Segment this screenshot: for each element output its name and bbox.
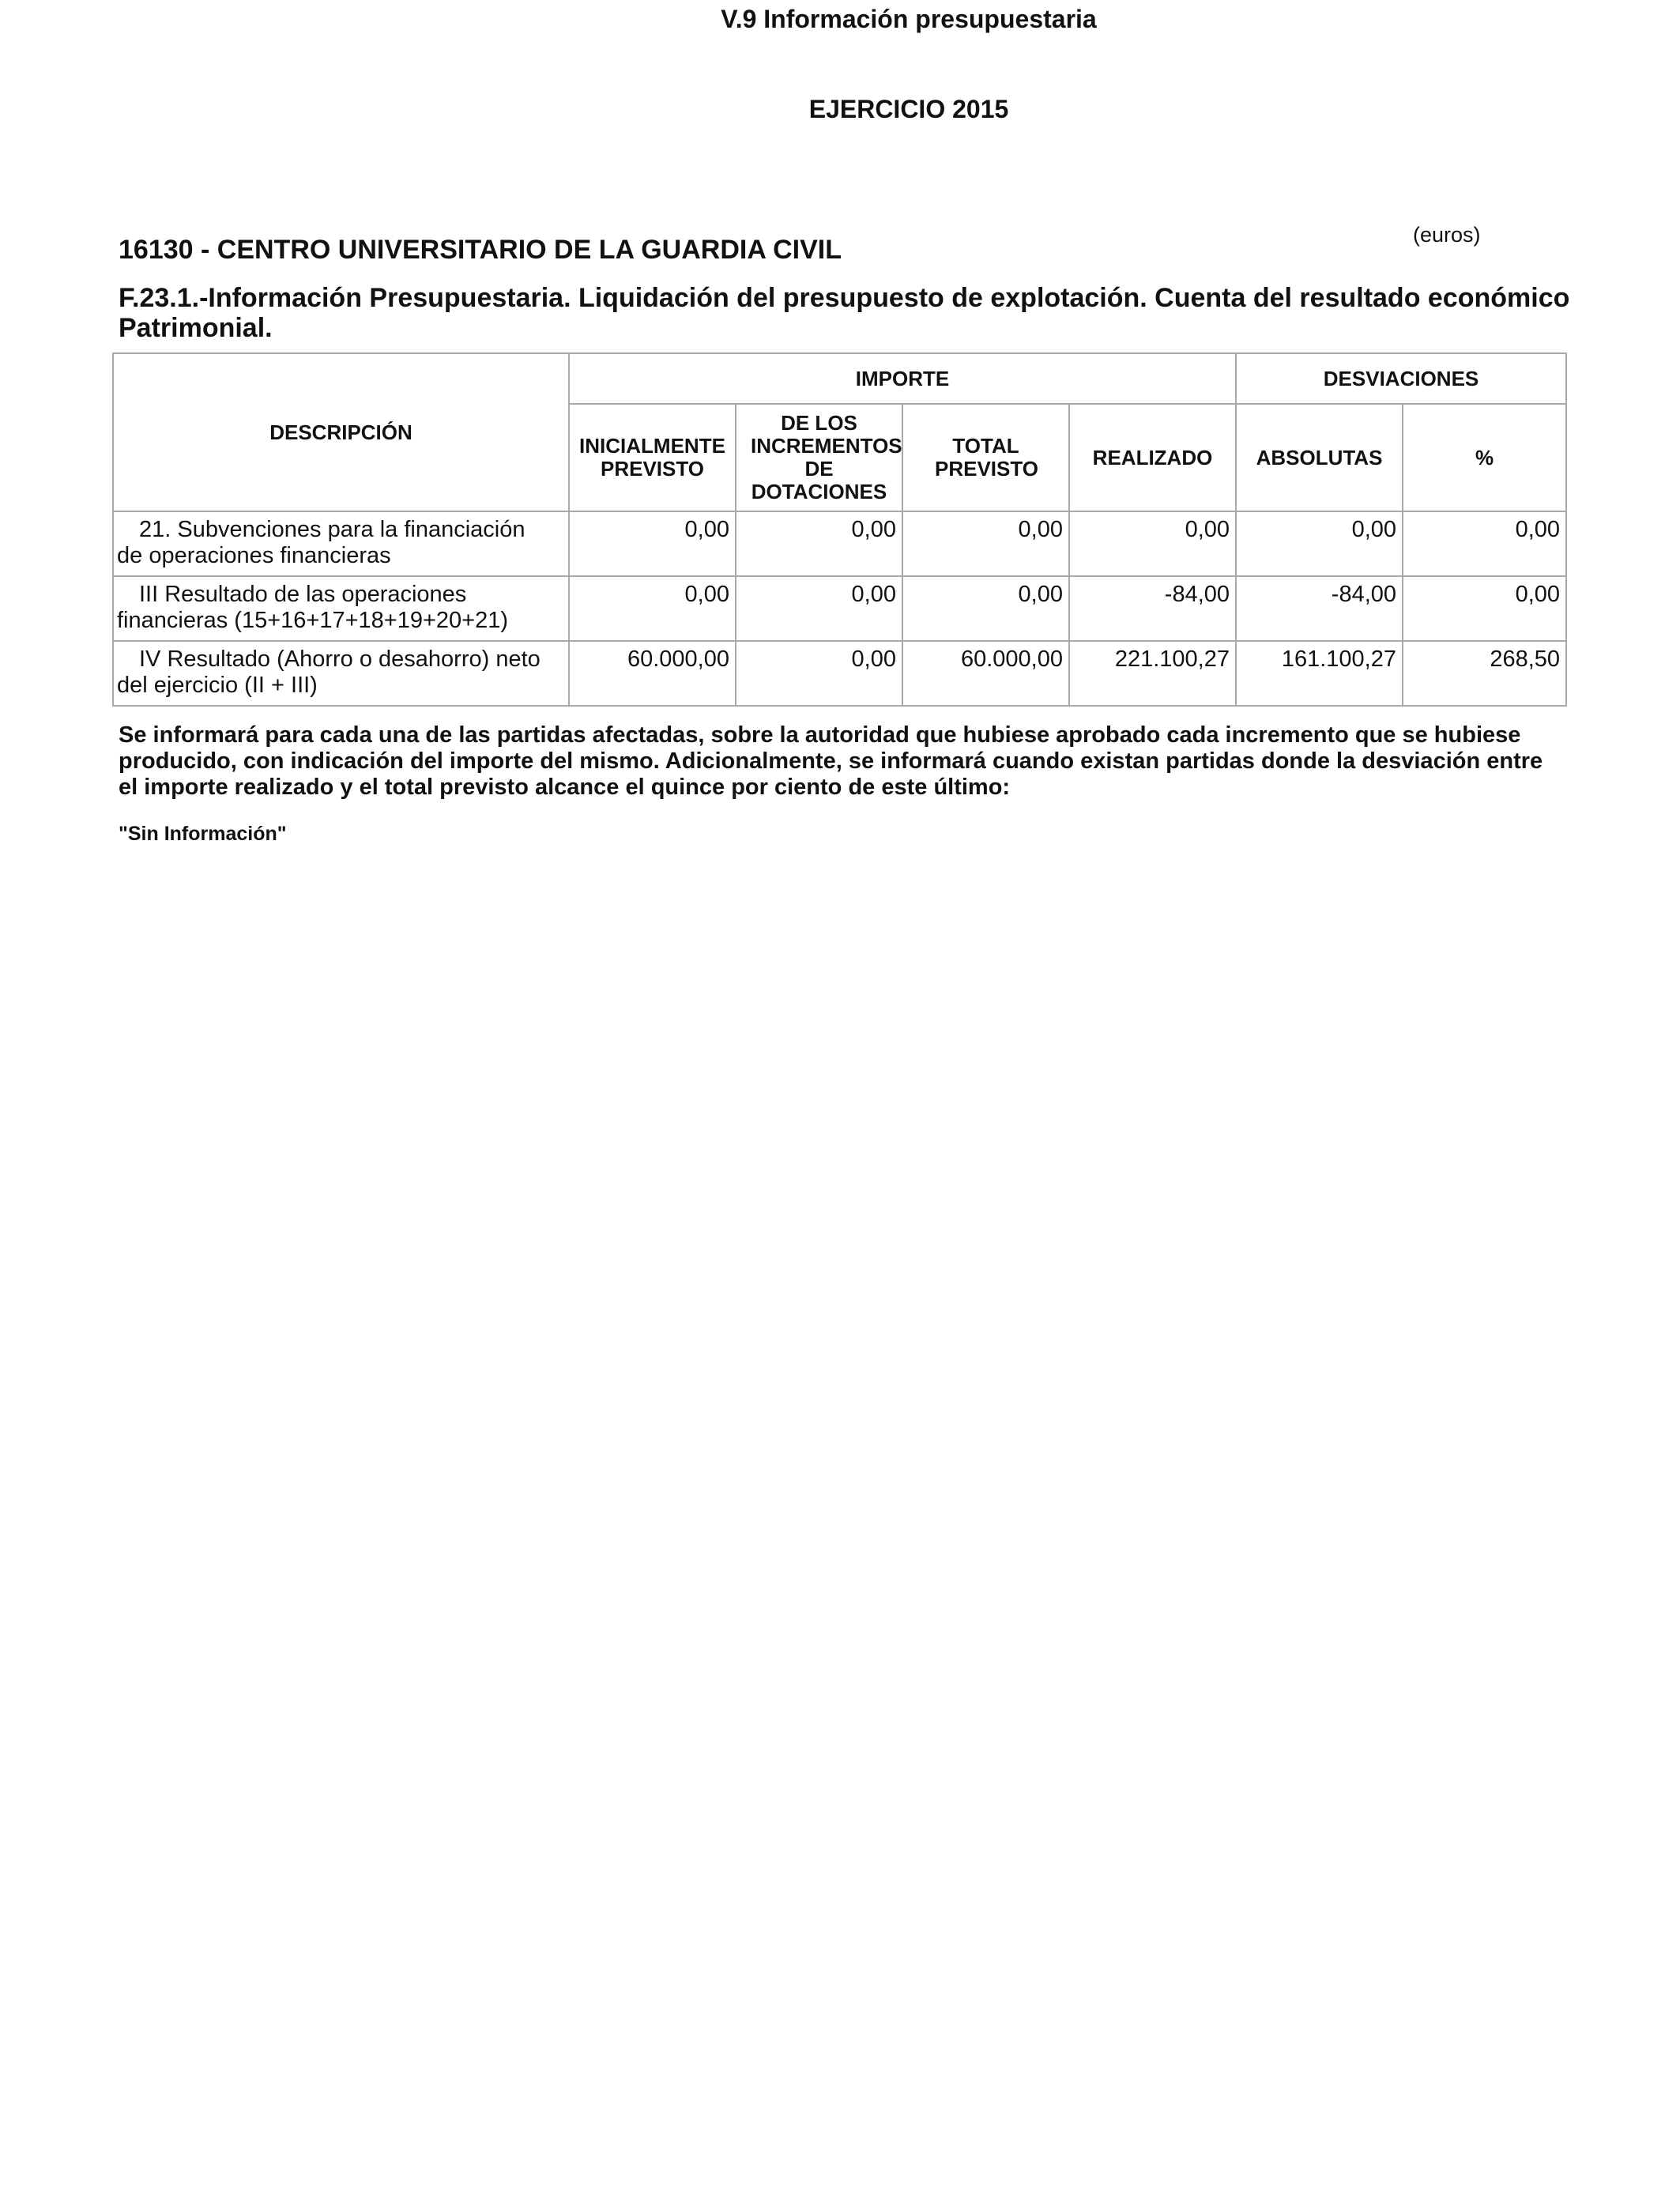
cell-inicialmente-previsto: 0,00 [569,576,736,641]
cell-absolutas: -84,00 [1236,576,1403,641]
col-header-inicialmente-previsto: INICIALMENTE PREVISTO [569,404,736,511]
entity-title: 16130 - CENTRO UNIVERSITARIO DE LA GUARDIA CIVIL [119,235,842,265]
cell-absolutas: 0,00 [1236,511,1403,576]
table-row [113,641,1566,706]
cell-inicialmente-previsto: 0,00 [569,511,736,576]
col-header-absolutas: ABSOLUTAS [1236,404,1403,511]
table-group-header-row [113,353,1566,404]
cell-realizado: 0,00 [1069,511,1236,576]
cell-realizado: -84,00 [1069,576,1236,641]
cell-porcentaje: 0,00 [1403,576,1566,641]
row-description [113,576,569,641]
cell-incrementos: 0,00 [736,576,902,641]
cell-total-previsto: 0,00 [902,576,1069,641]
col-header-porcentaje: % [1403,404,1566,511]
table-row [113,576,1566,641]
group-header-desviaciones: DESVIACIONES [1236,353,1566,404]
row-description [113,641,569,706]
cell-incrementos: 0,00 [736,511,902,576]
cell-absolutas: 161.100,27 [1236,641,1403,706]
group-header-importe: IMPORTE [569,353,1236,404]
row-description-line-1: 21. Subvenciones para la financiación [139,517,525,542]
row-description-line-1: IV Resultado (Ahorro o desahorro) neto [139,647,541,672]
cell-porcentaje: 0,00 [1403,511,1566,576]
budget-table [112,352,1567,707]
cell-total-previsto: 60.000,00 [902,641,1069,706]
col-header-realizado: REALIZADO [1069,404,1236,511]
cell-total-previsto: 0,00 [902,511,1069,576]
row-description-line-2: de operaciones financieras [117,543,391,568]
cell-porcentaje: 268,50 [1403,641,1566,706]
section-title: V.9 Información presupuestaria [721,5,1097,33]
row-description-line-1: III Resultado de las operaciones [139,582,467,607]
col-header-descripcion: DESCRIPCIÓN [113,353,569,511]
cell-inicialmente-previsto: 60.000,00 [569,641,736,706]
note-text: Se informará para cada una de las partidas afectadas, sobre la autoridad que hubiese aprobado cada incremento que se hubiese producido, con indicación del importe del mismo. Adicionalmente, se informará cuando existan partidas donde la desviación entre el importe realizado y el total previsto alcance el quince por ciento de este último: [119,722,1543,800]
table-row [113,511,1566,576]
row-description-line-2: del ejercicio (II + III) [117,673,318,698]
units-label: (euros) [1413,223,1481,247]
col-header-incrementos: DE LOS INCREMENTOS DE DOTACIONES [736,404,902,511]
exercise-title: EJERCICIO 2015 [808,95,1009,123]
cell-realizado: 221.100,27 [1069,641,1236,706]
no-info-text: "Sin Información" [119,823,287,845]
row-description-line-2: financieras (15+16+17+18+19+20+21) [117,608,509,633]
row-description [113,511,569,576]
cell-incrementos: 0,00 [736,641,902,706]
col-header-total-previsto: TOTAL PREVISTO [902,404,1069,511]
report-title: F.23.1.-Información Presupuestaria. Liquidación del presupuesto de explotación. Cuenta del resultado económico Patrimonial. [119,283,1570,343]
